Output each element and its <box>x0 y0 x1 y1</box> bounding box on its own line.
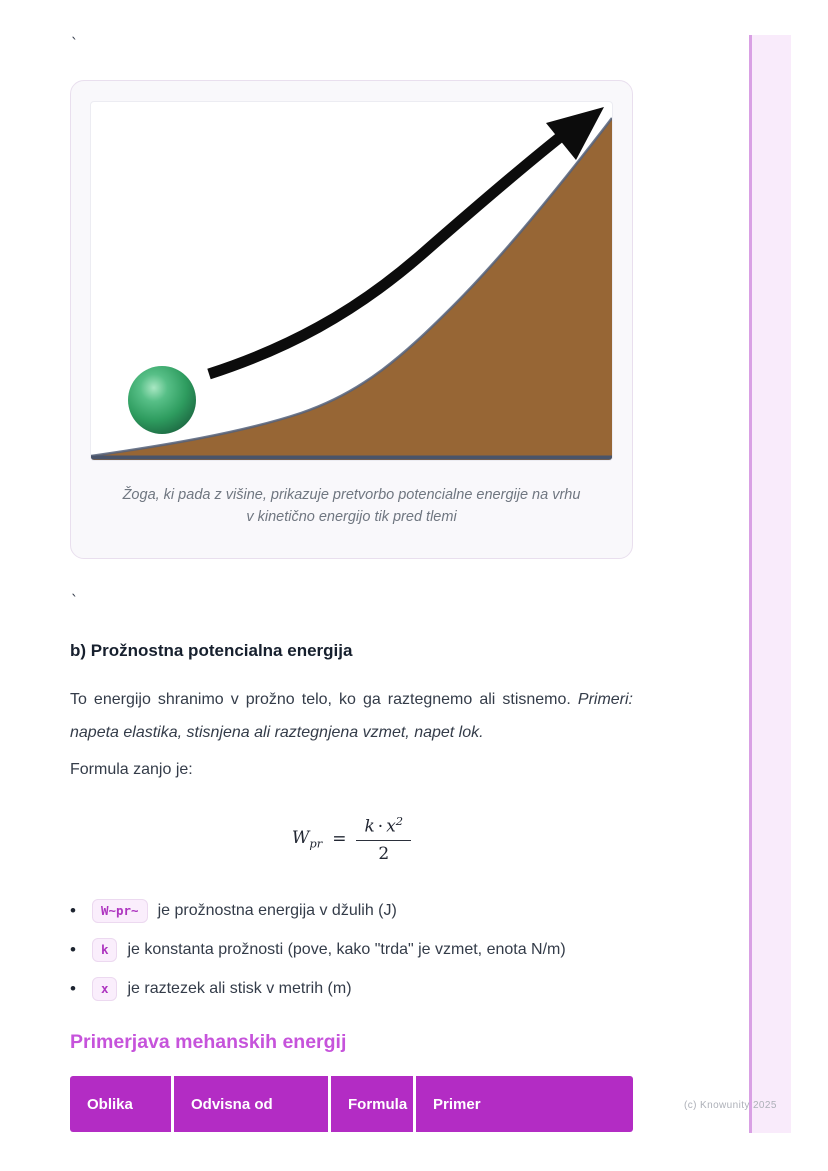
section-heading-elastic-energy: b) Prožnostna potencialna energija <box>70 641 353 660</box>
multiplication-dot: · <box>377 816 384 837</box>
table-header-row <box>70 1076 633 1132</box>
comparison-section-heading: Primerjava mehanskih energij <box>70 1031 347 1053</box>
paragraph-normal-text: To energijo shranimo v prožno telo, ko ga raztegnemo ali stisnemo. <box>70 691 571 708</box>
table-header-formula: Formula <box>331 1076 413 1132</box>
list-item-text: je konstanta prožnosti (pove, kako "trda" je vzmet, enota N/m) <box>127 940 566 958</box>
formula-lhs <box>292 828 322 850</box>
code-token-x: • x <box>92 977 118 1001</box>
formula-subscript: pr <box>309 836 323 851</box>
formula-elastic-energy <box>70 808 633 870</box>
formula-x: x <box>386 816 396 837</box>
formula-fraction <box>356 814 411 864</box>
highlight-side-bar <box>749 35 791 1133</box>
green-ball <box>128 366 196 434</box>
formula-k: k <box>364 816 375 837</box>
list-item-text: je prožnostna energija v džulih (J) <box>157 901 397 919</box>
table-header-odvisna-od: Odvisna od <box>174 1076 328 1132</box>
ground-line <box>91 456 612 460</box>
list-item <box>70 898 633 923</box>
paragraph-italic-text: Primeri: napeta elastika, stisnjena ali raztegnjena vzmet, napet lok. <box>70 691 633 741</box>
formula-w: W <box>291 827 310 848</box>
table-header-oblika: Oblika <box>70 1076 171 1132</box>
ball-hill-illustration <box>91 102 612 460</box>
formula-equals: = <box>332 829 347 849</box>
stray-backtick-top: ` <box>70 35 80 53</box>
fraction-denominator: 2 <box>378 843 390 864</box>
fraction-numerator <box>356 814 411 841</box>
figure-caption: Žoga, ki pada z višine, prikazuje pretvorbo potencialne energije na vrhu v kinetično energijo tik pred tlemi <box>122 487 581 525</box>
table-header-primer: Primer <box>416 1076 633 1132</box>
watermark-text: (c) Knowunity 2025 <box>684 1100 777 1111</box>
list-item <box>70 937 633 962</box>
figure-card <box>70 80 633 559</box>
formula-intro-text: Formula zanjo je: <box>70 761 193 778</box>
list-item <box>70 976 633 1001</box>
code-token-k: • k <box>92 938 118 962</box>
comparison-table <box>70 1076 633 1132</box>
formula-exponent: 2 <box>395 814 404 829</box>
stray-backtick-middle: ` <box>70 592 80 610</box>
section-paragraph <box>70 683 633 749</box>
figure-image <box>91 102 612 460</box>
list-item-text: je raztezek ali stisk v metrih (m) <box>127 979 352 997</box>
code-token-wpr: • W~pr~ <box>92 899 148 923</box>
variable-definitions-list <box>70 898 633 1001</box>
